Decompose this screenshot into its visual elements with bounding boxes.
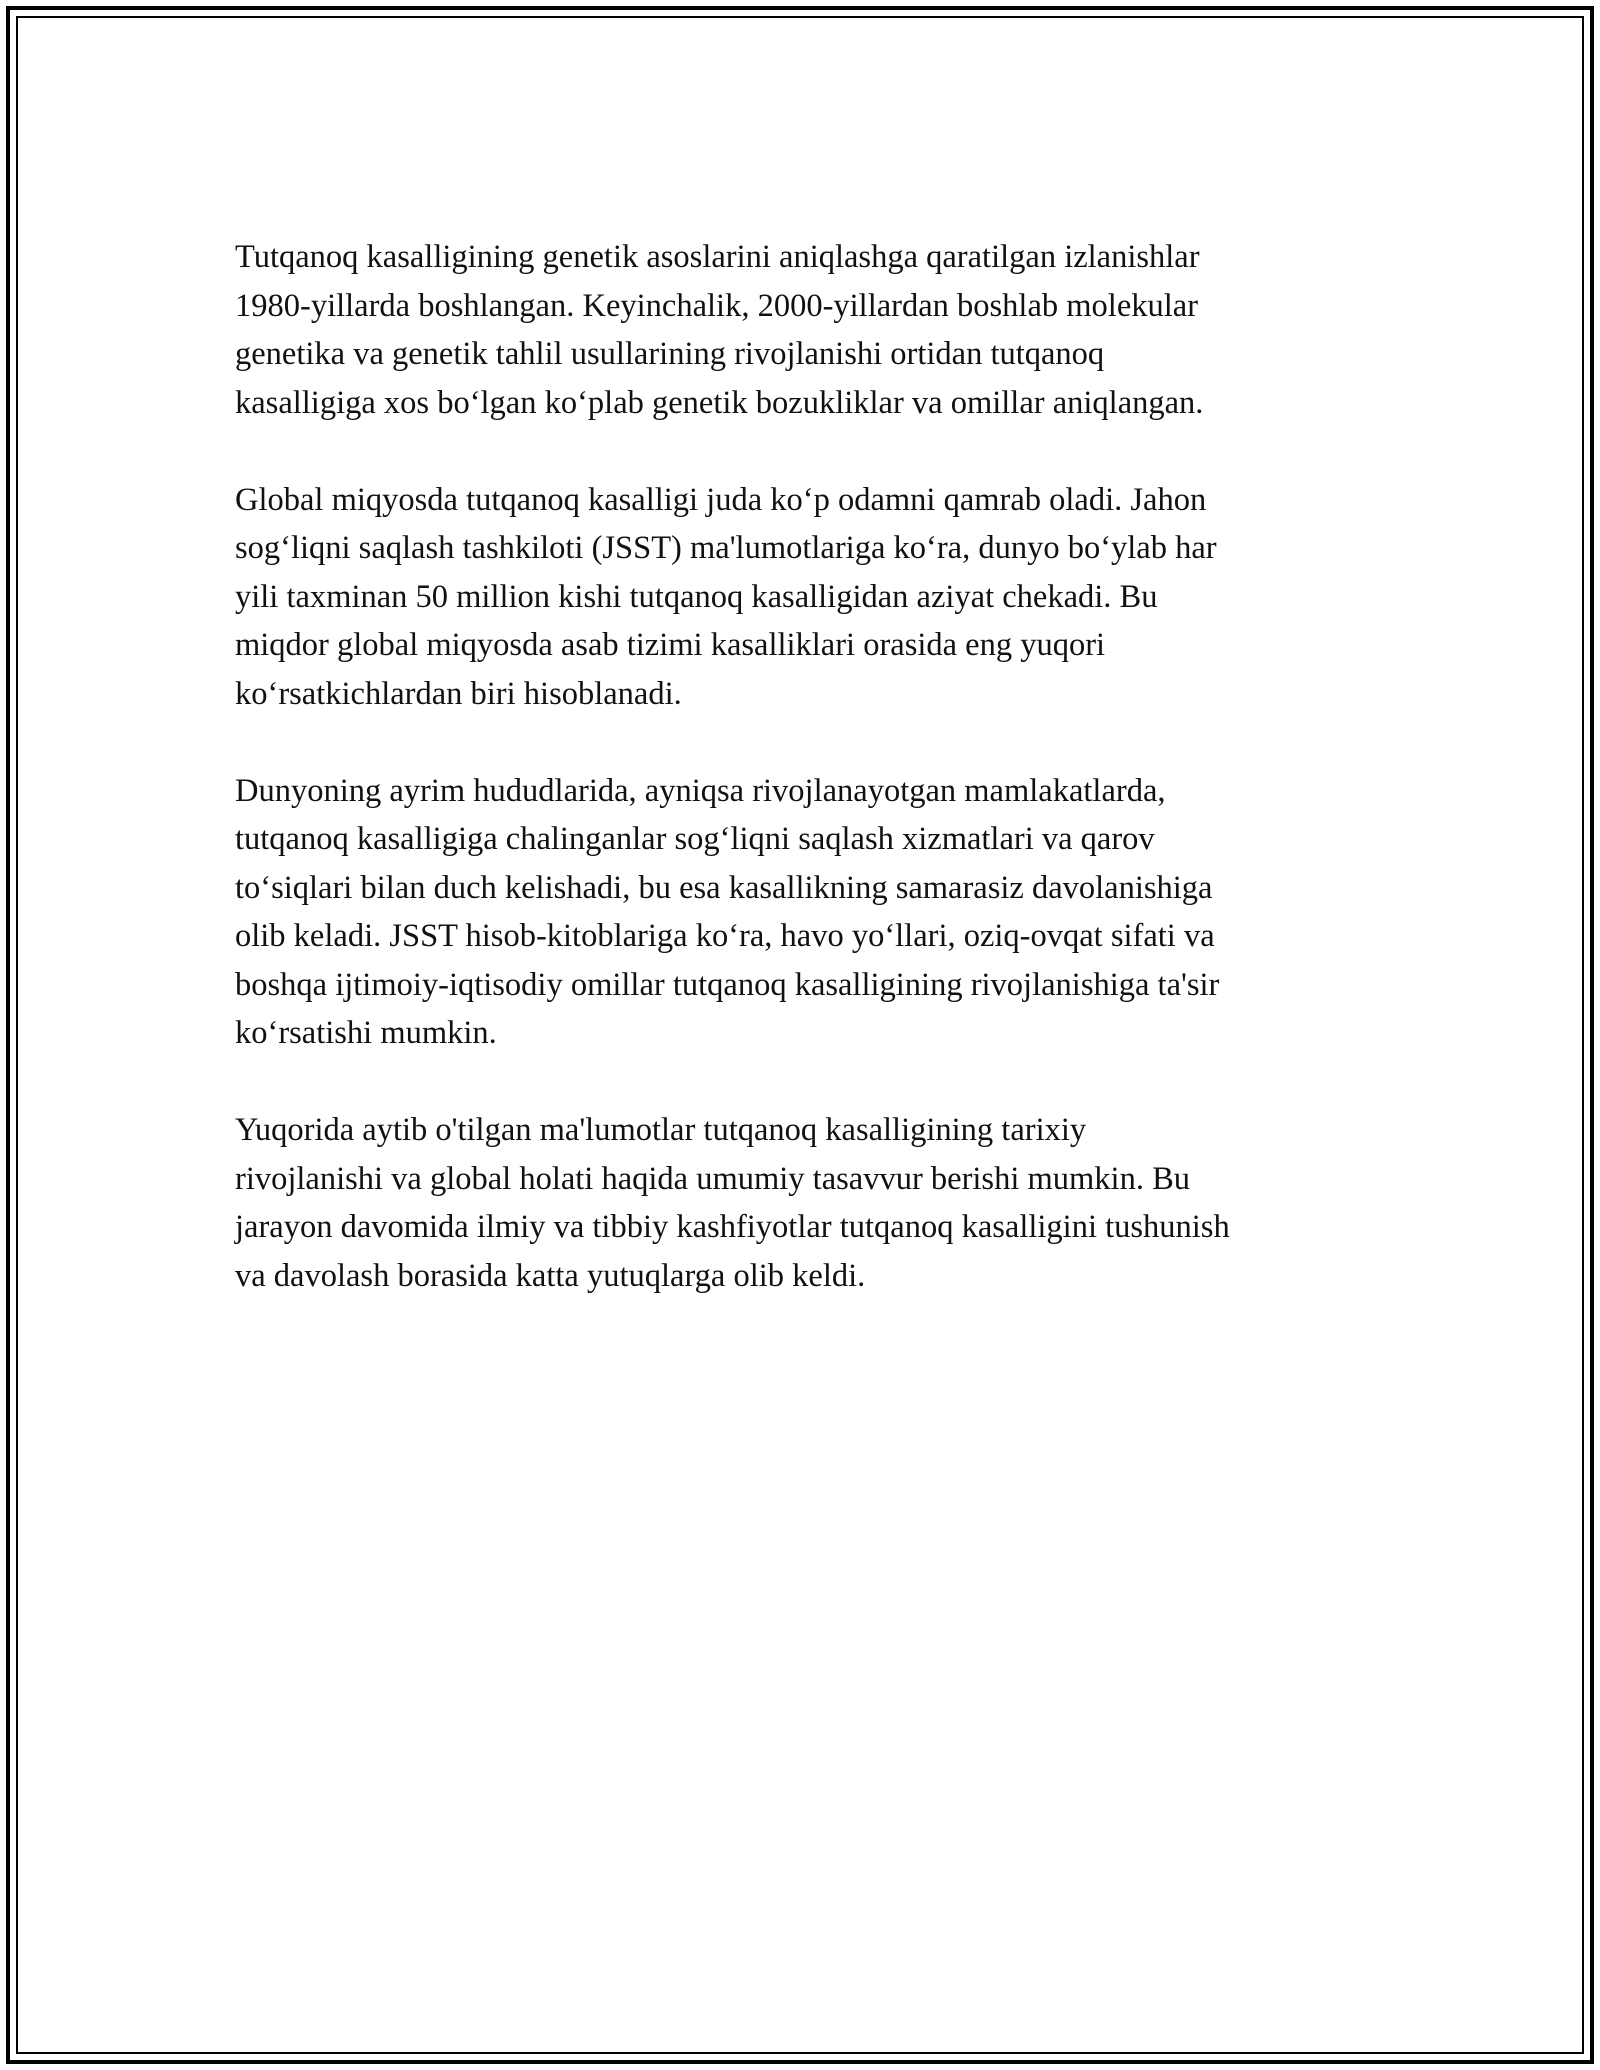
paragraph-global-prevalence: Global miqyosda tutqanoq kasalligi juda ko‘p odamni qamrab oladi. Jahon sog‘liqni saqlash tashkiloti (JSST) ma'lumotlariga ko‘ra, dunyo bo‘ylab har yili taxminan 50 million kishi tutqanoq kasalligidan aziyat chekadi. Bu miqdor global miqyosda asab tizimi kasalliklari orasida eng yuqori ko‘rsatkichlardan biri hisoblanadi. [235, 481, 1217, 712]
paragraph-conclusion: Yuqorida aytib o'tilgan ma'lumotlar tutqanoq kasalligining tarixiy rivojlanishi va global holati haqida umumiy tasavvur berishi mumkin. Bu jarayon davomida ilmiy va tibbiy kashfiyotlar tutqanoq kasalligini tushunish va davolash borasida katta yutuqlarga olib keldi. [235, 1112, 1230, 1294]
paragraph-developing-countries: Dunyoning ayrim hududlarida, ayniqsa rivojlanayotgan mamlakatlarda, tutqanoq kasalligiga chalinganlar sog‘liqni saqlash xizmatlari va qarov to‘siqlari bilan duch kelishadi, bu esa kasallikning samarasiz davolanishiga olib keladi. JSST hisob-kitoblariga ko‘ra, havo yo‘llari, oziq-ovqat sifati va boshqa ijtimoiy-iqtisodiy omillar tutqanoq kasalligining rivojlanishiga ta'sir ko‘rsatishi mumkin. [235, 772, 1220, 1051]
paragraph-genetic-research: Tutqanoq kasalligining genetik asoslarini aniqlashga qaratilgan izlanishlar 1980-yillarda boshlangan. Keyinchalik, 2000-yillardan boshlab molekular genetika va genetik tahlil usullarining rivojlanishi ortidan tutqanoq kasalligiga xos bo‘lgan ko‘plab genetik bozukliklar va omillar aniqlangan. [235, 239, 1204, 421]
document-body [235, 233, 1375, 1300]
